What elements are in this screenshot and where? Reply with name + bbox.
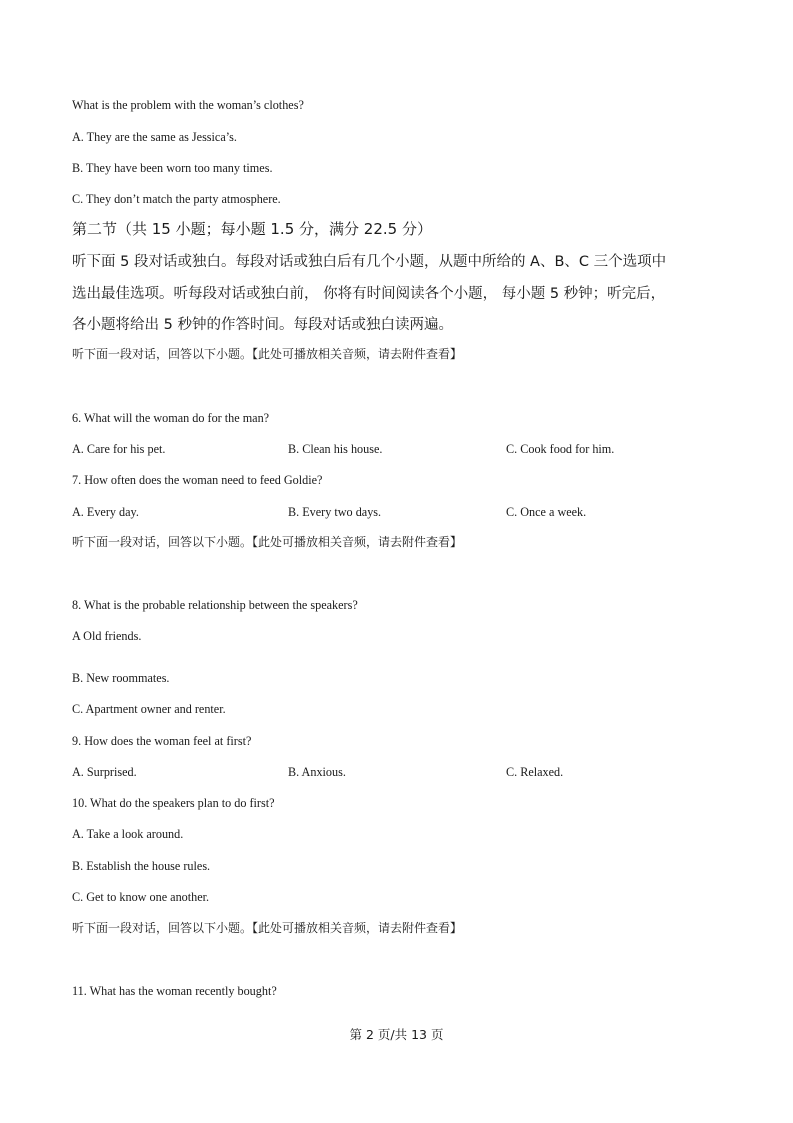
audio-note: 听下面一段对话，回答以下小题。【此处可播放相关音频，请去附件查看】 xyxy=(72,347,463,361)
page-number: 第 2 页/共 13 页 xyxy=(349,1027,444,1042)
option-b: B. Anxious. xyxy=(288,765,346,779)
section-title: 第二节（共 15 小题；每小题 1.5 分，满分 22.5 分） xyxy=(72,220,432,238)
option-a: A. Every day. xyxy=(72,505,139,519)
question-stem: 8. What is the probable relationship between the speakers? xyxy=(72,598,358,612)
option-a: A. They are the same as Jessica’s. xyxy=(72,130,237,144)
question-stem: 11. What has the woman recently bought? xyxy=(72,984,277,998)
option-b: B. They have been worn too many times. xyxy=(72,161,273,175)
option-c: C. Get to know one another. xyxy=(72,890,210,904)
question-stem: 10. What do the speakers plan to do first? xyxy=(72,796,275,810)
options-row xyxy=(72,764,722,780)
option-b: B. New roommates. xyxy=(72,671,170,685)
option-a: A. Care for his pet. xyxy=(72,442,166,456)
audio-note: 听下面一段对话，回答以下小题。【此处可播放相关音频，请去附件查看】 xyxy=(72,535,463,549)
option-a: A. Surprised. xyxy=(72,765,137,779)
options-row xyxy=(72,441,722,457)
option-c: C. Relaxed. xyxy=(506,765,564,779)
option-b: B. Every two days. xyxy=(288,505,382,519)
section-instructions-line-1: 听下面 5 段对话或独白。每段对话或独白后有几个小题，从题中所给的 A、B、C 三个选项中 xyxy=(72,254,667,270)
question-stem: 7. How often does the woman need to feed Goldie? xyxy=(72,473,323,487)
options-row xyxy=(72,504,722,520)
section-instructions-line-3: 各小题将给出 5 秒钟的作答时间。每段对话或独白读两遍。 xyxy=(72,317,453,333)
question-stem: What is the problem with the woman’s clothes? xyxy=(72,98,304,112)
option-b: B. Clean his house. xyxy=(288,442,383,456)
option-c: C. Cook food for him. xyxy=(506,442,615,456)
option-c: C. Once a week. xyxy=(506,505,587,519)
question-stem: 6. What will the woman do for the man? xyxy=(72,411,270,425)
audio-note: 听下面一段对话，回答以下小题。【此处可播放相关音频，请去附件查看】 xyxy=(72,921,463,935)
option-a: A. Take a look around. xyxy=(72,827,184,841)
option-a: A Old friends. xyxy=(72,629,142,643)
option-b: B. Establish the house rules. xyxy=(72,859,211,873)
option-c: C. Apartment owner and renter. xyxy=(72,702,226,716)
question-stem: 9. How does the woman feel at first? xyxy=(72,734,252,748)
option-c: C. They don’t match the party atmosphere. xyxy=(72,192,281,206)
section-instructions-line-2: 选出最佳选项。听每段对话或独白前， 你将有时间阅读各个小题， 每小题 5 秒钟；听完后， xyxy=(72,286,666,302)
